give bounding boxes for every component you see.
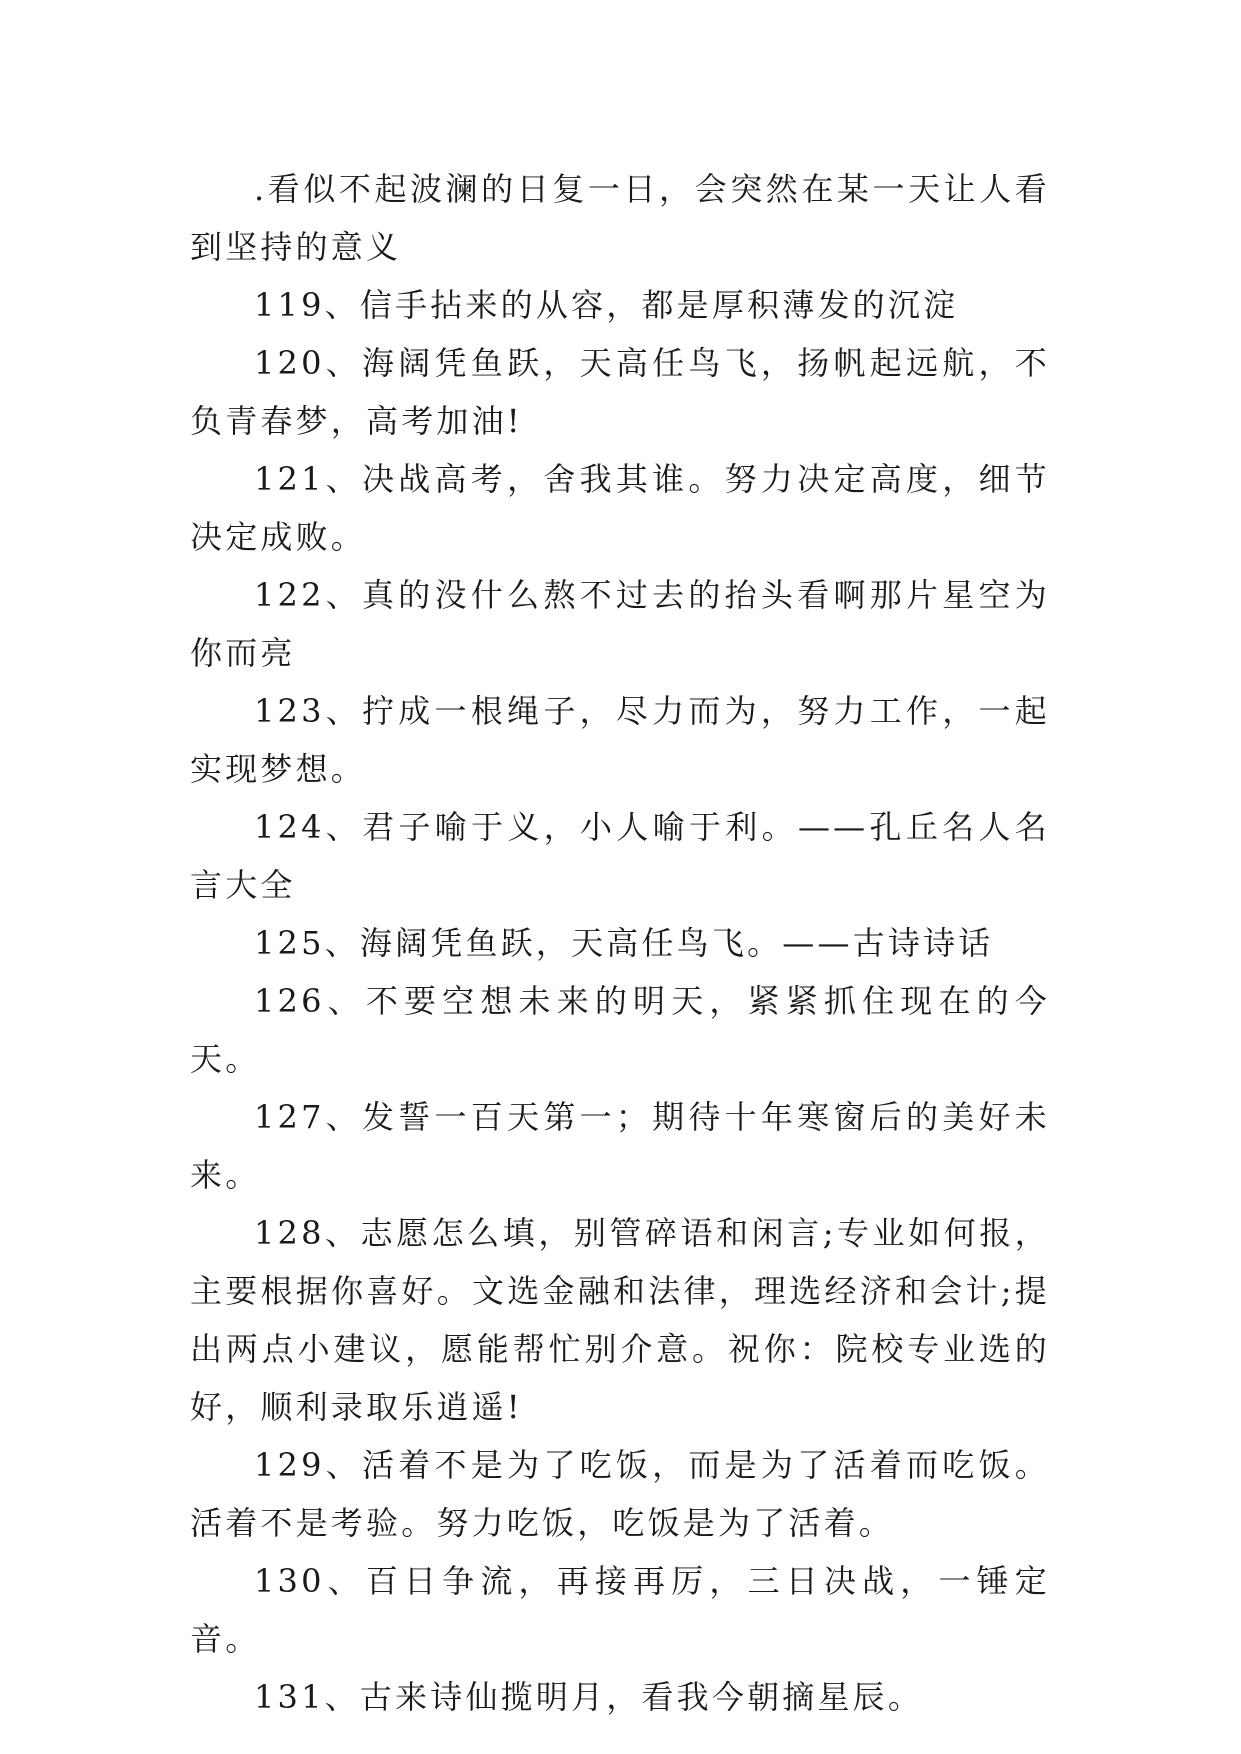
- paragraph-130: 130、百日争流，再接再厉，三日决战，一锤定音。: [190, 1562, 1050, 1658]
- paragraph-126: 126、不要空想未来的明天，紧紧抓住现在的今天。: [190, 982, 1050, 1078]
- paragraph-124: 124、君子喻于义，小人喻于利。——孔丘名人名言大全: [190, 808, 1050, 904]
- paragraph-127: 127、发誓一百天第一；期待十年寒窗后的美好未来。: [190, 1098, 1050, 1194]
- paragraph-119: 119、信手拈来的从容，都是厚积薄发的沉淀: [254, 286, 959, 324]
- paragraph-131: 131、古来诗仙揽明月，看我今朝摘星辰。: [254, 1678, 924, 1716]
- document-body: [190, 160, 1050, 1726]
- paragraph-122: 122、真的没什么熬不过去的抬头看啊那片星空为你而亮: [190, 576, 1050, 672]
- paragraph-125: 125、海阔凭鱼跃，天高任鸟飞。——古诗诗话: [254, 924, 994, 962]
- paragraph-121: 121、决战高考，舍我其谁。努力决定高度，细节决定成败。: [190, 460, 1050, 556]
- paragraph-128: 128、志愿怎么填，别管碎语和闲言;专业如何报，主要根据你喜好。文选金融和法律，理选经济和会计;提出两点小建议，愿能帮忙别介意。祝你：院校专业选的好，顺利录取乐逍遥!: [190, 1214, 1050, 1426]
- paragraph-intro: .看似不起波澜的日复一日，会突然在某一天让人看到坚持的意义: [190, 170, 1050, 266]
- paragraph-123: 123、拧成一根绳子，尽力而为，努力工作，一起实现梦想。: [190, 692, 1050, 788]
- paragraph-129: 129、活着不是为了吃饭，而是为了活着而吃饭。活着不是考验。努力吃饭，吃饭是为了活着。: [190, 1446, 1050, 1542]
- paragraph-120: 120、海阔凭鱼跃，天高任鸟飞，扬帆起远航，不负青春梦，高考加油!: [190, 344, 1050, 440]
